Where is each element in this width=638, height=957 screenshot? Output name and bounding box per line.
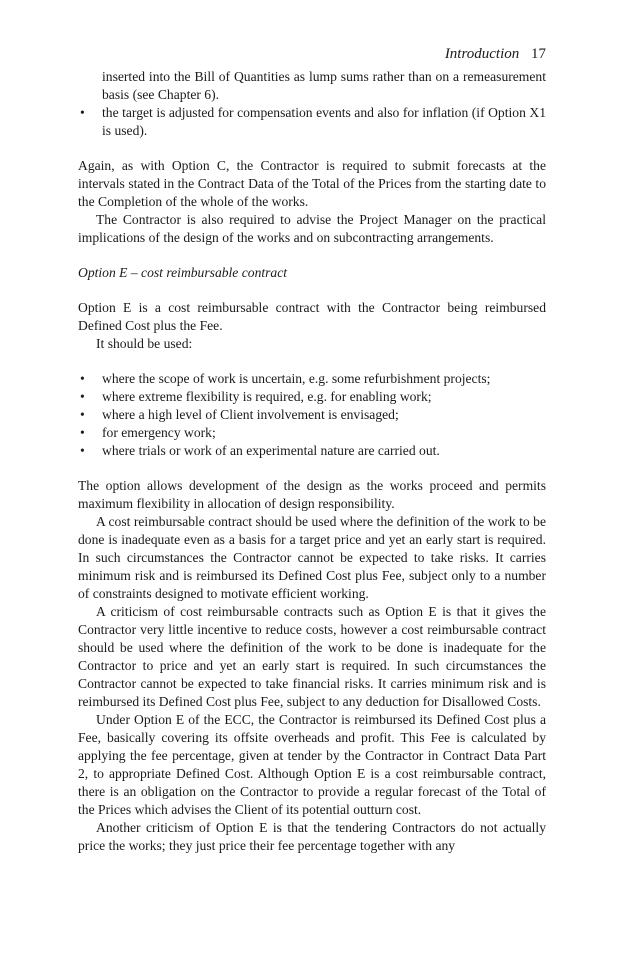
list-item: • where extreme flexibility is required, e.g. for enabling work; [80, 389, 432, 404]
continued-list-item: inserted into the Bill of Quantities as lump sums rather than on a remeasurement basis (see Chapter 6). [102, 69, 546, 102]
paragraph-forecasts: Again, as with Option C, the Contractor is required to submit forecasts at the intervals stated in the Contract Data of the Total of the Prices from the starting date to the Completion of the whole of the works. [78, 158, 546, 209]
paragraph-used-intro: It should be used: [96, 336, 193, 351]
paragraph-option-e-intro: Option E is a cost reimbursable contract with the Contractor being reimbursed Defined Cost plus the Fee. [78, 300, 546, 333]
paragraph-another-criticism: Another criticism of Option E is that the tendering Contractors do not actually price the works; they just price their fee percentage together with any [78, 820, 546, 853]
bullet-icon: • [80, 389, 85, 404]
paragraph-criticism: A criticism of cost reimbursable contracts such as Option E is that it gives the Contractor very little incentive to reduce costs, however a cost reimbursable contract should be used where the definition of the work to be done is inadequate for the Contractor to price and yet an early start is required. In such circumstances the Contractor cannot be expected to take financial risks. It carries minimum risk and is reimbursed its Defined Cost plus Fee, subject to any deduction for Disallowed Costs. [78, 604, 546, 709]
paragraph-cost-reimbursable: A cost reimbursable contract should be used where the definition of the work to be done is inadequate even as a basis for a target price and yet an early start is required. In such circumstances the Contractor cannot be expected to take risks. It carries minimum risk and is reimbursed its Defined Cost plus Fee, subject only to a number of constraints designed to motivate efficient working. [78, 514, 546, 601]
header-section-title: Introduction [444, 46, 520, 62]
bullet-icon: • [80, 105, 85, 120]
section-heading-option-e: Option E – cost reimbursable contract [78, 265, 288, 280]
paragraph-under-option-e: Under Option E of the ECC, the Contractor is reimbursed its Defined Cost plus a Fee, basically covering its offsite overheads and profit. This Fee is calculated by applying the fee percentage, given at tender by the Contractor in Contract Data Part 2, to appropriate Defined Cost. Although Option E is a cost reimbursable contract, there is an obligation on the Contractor to provide a regular forecast of the Total of the Prices which advises the Client of its potential outturn cost. [78, 712, 546, 817]
usage-bullet-list [78, 370, 546, 460]
page-number: 17 [531, 46, 546, 62]
bullet-icon: • [80, 443, 85, 458]
continued-bullet-list [78, 104, 546, 140]
list-item: • for emergency work; [80, 425, 216, 440]
paragraph-flexibility: The option allows development of the design as the works proceed and permits maximum flexibility in allocation of design responsibility. [78, 478, 546, 511]
running-header [78, 44, 546, 64]
list-item: • where a high level of Client involvement is envisaged; [80, 407, 399, 422]
page-body [78, 44, 546, 855]
bullet-icon: • [80, 425, 85, 440]
bullet-icon: • [80, 371, 85, 386]
list-item: • where the scope of work is uncertain, e.g. some refurbishment projects; [80, 371, 491, 386]
paragraph-advise: The Contractor is also required to advise the Project Manager on the practical implications of the design of the works and on subcontracting arrangements. [78, 212, 546, 245]
list-item: • the target is adjusted for compensation events and also for inflation (if Option X1 is used). [80, 105, 546, 138]
bullet-icon: • [80, 407, 85, 422]
list-item: • where trials or work of an experimental nature are carried out. [80, 443, 440, 458]
